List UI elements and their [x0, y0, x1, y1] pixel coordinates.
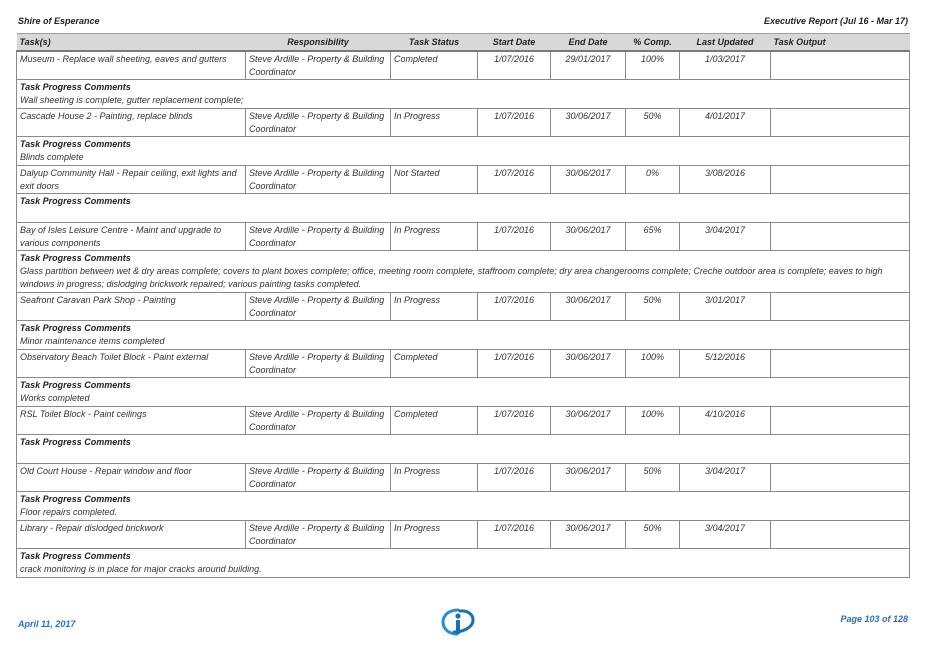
task-status: Completed	[391, 350, 478, 378]
task-comment-row	[17, 492, 910, 521]
task-status: In Progress	[391, 293, 478, 321]
footer-page-number: Page 103 of 128	[840, 614, 908, 624]
task-name: Dalyup Community Hall - Repair ceiling, exit lights and exit doors	[17, 166, 246, 194]
task-end-date: 30/06/2017	[551, 223, 626, 251]
comment-heading: Task Progress Comments	[20, 380, 131, 390]
task-responsibility: Steve Ardille - Property & Building Coordinator	[246, 521, 391, 549]
task-row	[17, 166, 910, 194]
task-output	[771, 51, 910, 80]
column-header-start-date: Start Date	[478, 34, 551, 52]
task-comment-cell	[17, 549, 910, 578]
task-percent-complete: 100%	[626, 350, 680, 378]
task-end-date: 30/06/2017	[551, 407, 626, 435]
column-header-last-updated: Last Updated	[680, 34, 771, 52]
task-percent-complete: 65%	[626, 223, 680, 251]
column-header-responsibility: Responsibility	[246, 34, 391, 52]
task-start-date: 1/07/2016	[478, 223, 551, 251]
task-last-updated: 3/04/2017	[680, 521, 771, 549]
comment-heading: Task Progress Comments	[20, 253, 131, 263]
task-comment-cell	[17, 80, 910, 109]
task-start-date: 1/07/2016	[478, 109, 551, 137]
task-comment-row	[17, 435, 910, 464]
task-row	[17, 464, 910, 492]
task-row	[17, 223, 910, 251]
comment-heading: Task Progress Comments	[20, 323, 131, 333]
task-start-date: 1/07/2016	[478, 166, 551, 194]
task-name: Old Court House - Repair window and floor	[17, 464, 246, 492]
task-last-updated: 3/08/2016	[680, 166, 771, 194]
task-comment-cell	[17, 435, 910, 464]
column-header-status: Task Status	[391, 34, 478, 52]
task-start-date: 1/07/2016	[478, 350, 551, 378]
task-output	[771, 350, 910, 378]
task-name: Museum - Replace wall sheeting, eaves and gutters	[17, 51, 246, 80]
task-output	[771, 293, 910, 321]
task-status: In Progress	[391, 223, 478, 251]
task-responsibility: Steve Ardille - Property & Building Coordinator	[246, 109, 391, 137]
task-comment-cell	[17, 492, 910, 521]
task-row	[17, 109, 910, 137]
task-end-date: 30/06/2017	[551, 109, 626, 137]
task-row	[17, 51, 910, 80]
task-responsibility: Steve Ardille - Property & Building Coordinator	[246, 464, 391, 492]
comment-text: crack monitoring is in place for major cracks around building.	[20, 564, 262, 574]
task-comment-row	[17, 194, 910, 223]
comment-heading: Task Progress Comments	[20, 551, 131, 561]
task-comment-cell	[17, 137, 910, 166]
task-comment-row	[17, 378, 910, 407]
comment-text: Glass partition between wet & dry areas complete; covers to plant boxes complete; office, meeting room complete, staffroom complete; dry area changerooms complete; Creche outdoor area is complete; eaves to high windows in progress; dislodging brickwork repaired; various painting tasks completed.	[20, 266, 883, 289]
task-responsibility: Steve Ardille - Property & Building Coordinator	[246, 223, 391, 251]
task-last-updated: 4/01/2017	[680, 109, 771, 137]
task-start-date: 1/07/2016	[478, 521, 551, 549]
task-row	[17, 521, 910, 549]
task-comment-row	[17, 549, 910, 578]
task-start-date: 1/07/2016	[478, 407, 551, 435]
task-output	[771, 464, 910, 492]
task-comment-cell	[17, 378, 910, 407]
task-percent-complete: 50%	[626, 464, 680, 492]
task-comment-cell	[17, 321, 910, 350]
task-end-date: 30/06/2017	[551, 166, 626, 194]
task-comment-cell	[17, 251, 910, 293]
task-end-date: 30/06/2017	[551, 350, 626, 378]
comment-text: Minor maintenance items completed	[20, 336, 165, 346]
comment-text: Wall sheeting is complete, gutter replacement complete;	[20, 95, 244, 105]
task-last-updated: 3/04/2017	[680, 464, 771, 492]
task-start-date: 1/07/2016	[478, 51, 551, 80]
shire-logo-icon	[440, 606, 476, 638]
task-end-date: 30/06/2017	[551, 521, 626, 549]
task-percent-complete: 50%	[626, 109, 680, 137]
task-comment-row	[17, 137, 910, 166]
task-row	[17, 407, 910, 435]
comment-heading: Task Progress Comments	[20, 82, 131, 92]
comment-text	[20, 208, 906, 221]
task-status: In Progress	[391, 464, 478, 492]
comment-heading: Task Progress Comments	[20, 196, 131, 206]
task-status: Not Started	[391, 166, 478, 194]
task-comment-row	[17, 251, 910, 293]
task-status: In Progress	[391, 521, 478, 549]
task-end-date: 30/06/2017	[551, 464, 626, 492]
column-header-percent-complete: % Comp.	[626, 34, 680, 52]
task-start-date: 1/07/2016	[478, 293, 551, 321]
task-responsibility: Steve Ardille - Property & Building Coordinator	[246, 51, 391, 80]
task-status: In Progress	[391, 109, 478, 137]
comment-heading: Task Progress Comments	[20, 139, 131, 149]
task-end-date: 29/01/2017	[551, 51, 626, 80]
task-percent-complete: 50%	[626, 521, 680, 549]
task-row	[17, 293, 910, 321]
task-end-date: 30/06/2017	[551, 293, 626, 321]
comment-text: Floor repairs completed.	[20, 507, 118, 517]
task-name: Bay of Isles Leisure Centre - Maint and upgrade to various components	[17, 223, 246, 251]
column-header-end-date: End Date	[551, 34, 626, 52]
task-output	[771, 109, 910, 137]
task-table-body	[17, 51, 910, 578]
task-percent-complete: 50%	[626, 293, 680, 321]
organisation-name: Shire of Esperance	[18, 16, 100, 26]
task-responsibility: Steve Ardille - Property & Building Coordinator	[246, 407, 391, 435]
task-name: RSL Toilet Block - Paint ceilings	[17, 407, 246, 435]
task-output	[771, 521, 910, 549]
task-percent-complete: 0%	[626, 166, 680, 194]
task-name: Observatory Beach Toilet Block - Paint external	[17, 350, 246, 378]
column-header-task-output: Task Output	[771, 34, 910, 52]
task-last-updated: 5/12/2016	[680, 350, 771, 378]
comment-heading: Task Progress Comments	[20, 494, 131, 504]
task-row	[17, 350, 910, 378]
task-last-updated: 4/10/2016	[680, 407, 771, 435]
task-comment-row	[17, 321, 910, 350]
task-start-date: 1/07/2016	[478, 464, 551, 492]
task-status: Completed	[391, 407, 478, 435]
report-title: Executive Report (Jul 16 - Mar 17)	[763, 16, 908, 26]
task-status: Completed	[391, 51, 478, 80]
task-last-updated: 3/01/2017	[680, 293, 771, 321]
task-responsibility: Steve Ardille - Property & Building Coordinator	[246, 293, 391, 321]
task-name: Cascade House 2 - Painting, replace blinds	[17, 109, 246, 137]
comment-text: Blinds complete	[20, 152, 84, 162]
task-output	[771, 407, 910, 435]
table-header-row	[17, 34, 910, 52]
footer-date: April 11, 2017	[18, 619, 76, 629]
task-responsibility: Steve Ardille - Property & Building Coordinator	[246, 350, 391, 378]
task-last-updated: 1/03/2017	[680, 51, 771, 80]
column-header-task: Task(s)	[17, 34, 246, 52]
task-output	[771, 223, 910, 251]
task-percent-complete: 100%	[626, 407, 680, 435]
task-table	[16, 33, 910, 578]
task-name: Library - Repair dislodged brickwork	[17, 521, 246, 549]
comment-text: Works completed	[20, 393, 90, 403]
task-responsibility: Steve Ardille - Property & Building Coordinator	[246, 166, 391, 194]
task-last-updated: 3/04/2017	[680, 223, 771, 251]
task-output	[771, 166, 910, 194]
task-name: Seafront Caravan Park Shop - Painting	[17, 293, 246, 321]
task-percent-complete: 100%	[626, 51, 680, 80]
task-comment-cell	[17, 194, 910, 223]
comment-heading: Task Progress Comments	[20, 437, 131, 447]
comment-text	[20, 449, 906, 462]
task-comment-row	[17, 80, 910, 109]
